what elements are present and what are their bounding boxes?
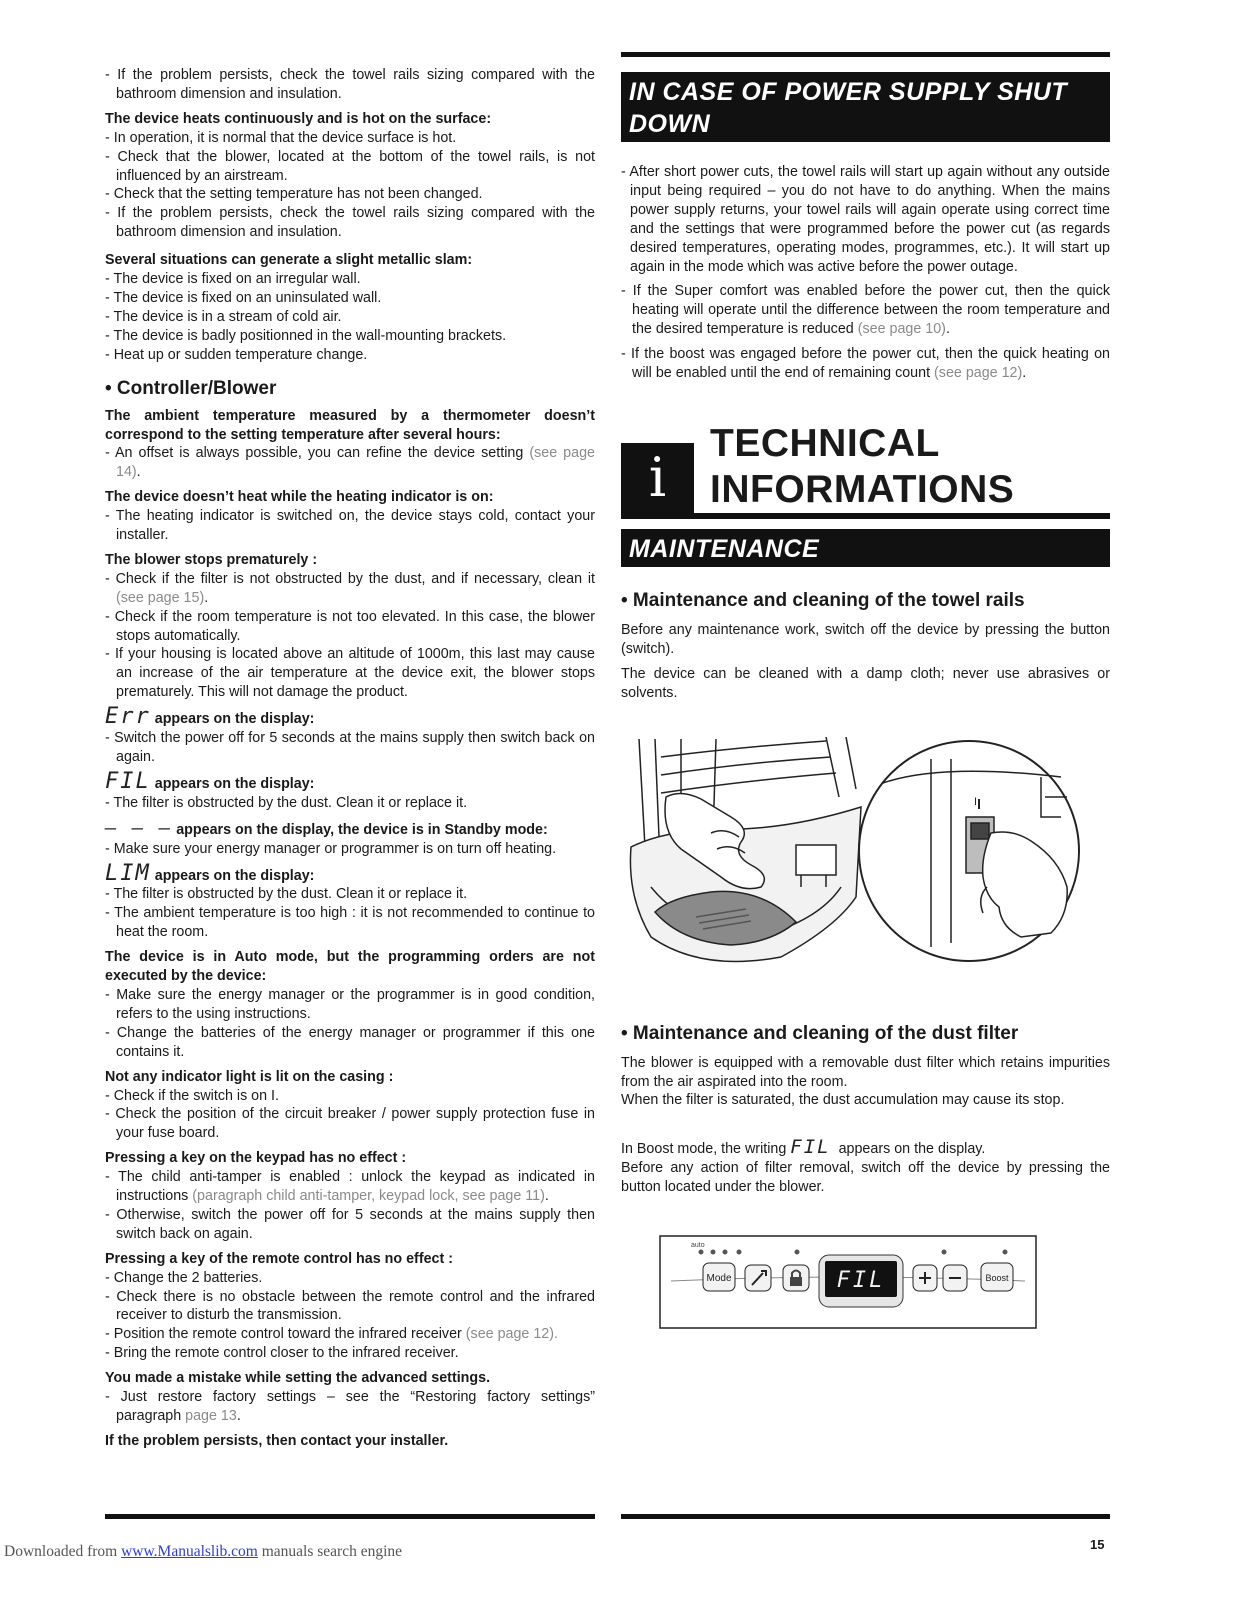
filter-paragraph: In Boost mode, the writing FIL appears on the display.	[621, 1136, 986, 1159]
final-note: If the problem persists, then contact your installer.	[105, 1432, 449, 1449]
list-item: - The device is badly positionned in the wall-mounting brackets.	[105, 327, 507, 344]
ambient-heading: The ambient temperature measured by a thermometer doesn’t correspond to the setting temperature after several hours:	[105, 407, 595, 443]
maintenance-banner: MAINTENANCE	[621, 529, 1110, 567]
list-item: - Bring the remote control closer to the infrared receiver.	[105, 1345, 459, 1362]
list-item: - Check if the filter is not obstructed by the dust, and if necessary, clean it (see page 15).	[105, 570, 595, 606]
list-item: - If the Super comfort was enabled before the power cut, then the quick heating will operate until the difference between the room temperature and the desired temperature is reduced (see page 10).	[621, 283, 1110, 338]
control-panel-illustration	[659, 1235, 1039, 1331]
list-item: - The filter is obstructed by the dust. Clean it or replace it.	[105, 794, 468, 811]
mistake-heading: You made a mistake while setting the advanced settings.	[105, 1370, 491, 1387]
list-item: - The device is fixed on an irregular wall.	[105, 271, 361, 288]
remote-heading: Pressing a key of the remote control has no effect :	[105, 1250, 453, 1267]
list-item: - Make sure your energy manager or programmer is on turn off heating.	[105, 840, 557, 857]
list-item: - If the boost was engaged before the power cut, then the quick heating on will be enabled until the end of remaining count (see page 12).	[621, 346, 1110, 382]
keypad-heading: Pressing a key on the keypad has no effect :	[105, 1150, 407, 1167]
towel-rail-illustration	[621, 737, 1110, 972]
list-item: - Position the remote control toward the infrared receiver (see page 12).	[105, 1326, 558, 1343]
list-item: - Check that the setting temperature has not been changed.	[105, 186, 483, 203]
boost-button-label: Boost	[985, 1273, 1009, 1284]
mode-button-label: Mode	[706, 1273, 732, 1285]
list-item: - Change the 2 batteries.	[105, 1269, 263, 1286]
standby-display-code: – – –	[105, 816, 173, 839]
technical-informations-heading	[621, 421, 1110, 513]
list-item: - Check the position of the circuit breaker / power supply protection fuse in your fuse board.	[105, 1106, 595, 1142]
blower-heading: The blower stops prematurely :	[105, 551, 318, 568]
page-ref: (see page 15)	[116, 589, 205, 606]
page-ref: (see page 10)	[857, 321, 946, 338]
err-display-code: Err	[105, 704, 151, 730]
fil-display-code: FIL	[790, 1136, 831, 1159]
info-icon: i	[621, 443, 694, 513]
list-item: - Check there is no obstacle between the remote control and the infrared receiver to disturb the transmission.	[105, 1288, 595, 1324]
list-item: - Check that the blower, located at the bottom of the towel rails, is not influenced by an airstream.	[105, 148, 595, 184]
display-code: FIL	[836, 1268, 886, 1294]
auto-heading: The device is in Auto mode, but the programming orders are not executed by the device:	[105, 949, 595, 985]
right-column	[621, 52, 1110, 1331]
list-item: - Check if the switch is on I.	[105, 1087, 280, 1104]
switch-label: I	[974, 795, 978, 808]
indicator-heading: Not any indicator light is lit on the casing :	[105, 1068, 394, 1085]
filter-section-title: • Maintenance and cleaning of the dust filter	[621, 1022, 1019, 1044]
page-ref: page 13	[185, 1408, 237, 1424]
lim-display-code: LIM	[105, 860, 151, 886]
rails-paragraph: The device can be cleaned with a damp cloth; never use abrasives or solvents.	[621, 665, 1110, 701]
list-item: - The child anti-tamper is enabled : unlock the keypad as indicated in instructions (paragraph child anti-tamper, keypad lock, see page 11).	[105, 1169, 595, 1205]
list-item: - In operation, it is normal that the device surface is hot.	[105, 129, 457, 146]
list-item: - Just restore factory settings – see the “Restoring factory settings” paragraph page 13.	[105, 1389, 595, 1424]
rails-section-title: • Maintenance and cleaning of the towel rails	[621, 589, 1025, 611]
footer-rule-right	[621, 1514, 1110, 1519]
lim-heading: LIM appears on the display:	[105, 860, 315, 886]
filter-paragraph: When the filter is saturated, the dust accumulation may cause its stop.	[621, 1092, 1065, 1109]
controller-blower-title: • Controller/Blower	[105, 377, 277, 399]
heats-heading: The device heats continuously and is hot on the surface:	[105, 110, 492, 127]
page-ref: (see page 12)	[934, 365, 1023, 382]
standby-heading: – – – appears on the display, the device is in Standby mode:	[105, 816, 548, 839]
download-notice: Downloaded from www.Manualslib.com manuals search engine	[4, 1543, 403, 1560]
list-item: - Change the batteries of the energy manager or programmer if this one contains it.	[105, 1024, 595, 1060]
auto-label: auto	[691, 1242, 705, 1250]
noheat-heading: The device doesn’t heat while the heating indicator is on:	[105, 489, 494, 506]
page-title: TECHNICAL INFORMATIONS	[710, 421, 1015, 511]
list-item: - Switch the power off for 5 seconds at the mains supply then switch back on again.	[105, 730, 595, 765]
list-item: - An offset is always possible, you can refine the device setting (see page 14).	[105, 445, 595, 481]
page-ref: (see page 14)	[116, 445, 595, 481]
err-heading: Err appears on the display:	[105, 704, 315, 730]
list-item: - If your housing is located above an altitude of 1000m, this last may cause an increase of the air temperature at the device exit, the blower stops prematurely. This will not damage the product.	[105, 646, 595, 701]
lock-icon	[790, 1277, 802, 1286]
slam-heading: Several situations can generate a slight metallic slam:	[105, 252, 473, 269]
list-item: - The heating indicator is switched on, the device stays cold, contact your installer.	[105, 508, 595, 544]
list-item: - The device is fixed on an uninsulated wall.	[105, 289, 382, 306]
list-item: - The device is in a stream of cold air.	[105, 308, 342, 325]
rails-paragraph: Before any maintenance work, switch off the device by pressing the button (switch).	[621, 621, 1110, 657]
list-item: - If the problem persists, check the towel rails sizing compared with the bathroom dimension and insulation.	[105, 205, 595, 241]
fil-heading: FIL appears on the display:	[105, 768, 315, 794]
list-item: - Check if the room temperature is not too elevated. In this case, the blower stops automatically.	[105, 608, 595, 644]
intro-item: - If the problem persists, check the towel rails sizing compared with the bathroom dimension and insulation.	[105, 67, 595, 102]
list-item: - After short power cuts, the towel rails will start up again without any outside input being required – you do not have to do anything. When the mains power supply returns, your towel rails will again operate using correct time and the settings that were programmed before the power cut (as regards desired temperatures, operating modes, programmes, etc.). It will start up again in the mode which was active before the power outage.	[621, 164, 1110, 275]
page-ref: (paragraph child anti-tamper, keypad lock, see page 11)	[192, 1188, 545, 1205]
list-item: - The ambient temperature is too high : it is not recommended to continue to heat the room.	[105, 905, 595, 941]
footer-rule-left	[105, 1514, 595, 1519]
page-number: 15	[1090, 1537, 1105, 1552]
left-column	[105, 52, 595, 1451]
list-item: - Heat up or sudden temperature change.	[105, 346, 368, 363]
filter-paragraph: The blower is equipped with a removable dust filter which retains impurities from the air aspirated into the room.	[621, 1054, 1110, 1090]
fil-display-code: FIL	[105, 768, 151, 794]
list-item: - Otherwise, switch the power off for 5 seconds at the mains supply then switch back on again.	[105, 1206, 595, 1242]
manualslib-link[interactable]: www.Manualslib.com	[121, 1543, 258, 1560]
filter-paragraph: Before any action of filter removal, switch off the device by pressing the button located under the blower.	[621, 1160, 1110, 1196]
power-shutdown-banner: IN CASE OF POWER SUPPLY SHUT DOWN	[621, 72, 1110, 142]
list-item: - The filter is obstructed by the dust. Clean it or replace it.	[105, 886, 468, 903]
list-item: - Make sure the energy manager or the programmer is in good condition, refers to the using instructions.	[105, 986, 595, 1022]
page-ref: (see page 12).	[465, 1326, 558, 1343]
